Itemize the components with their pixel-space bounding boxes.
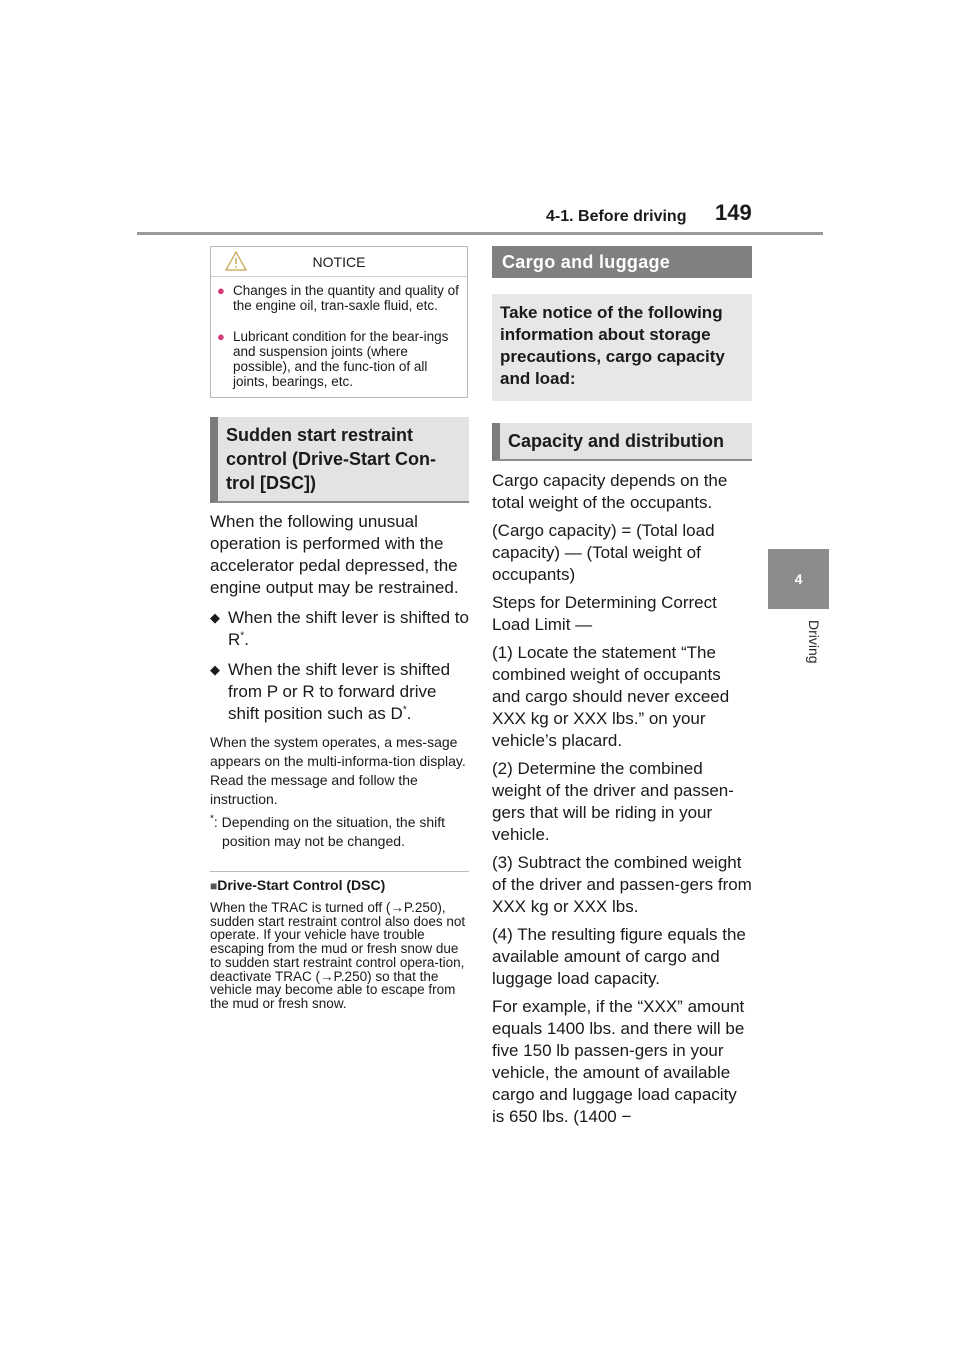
notice-header (211, 247, 467, 277)
notice-item-text: Changes in the quantity and quality of the engine oil, tran-saxle fluid, etc. (233, 283, 459, 313)
chapter-tab: 4 (768, 549, 829, 609)
dsc-subheading-text: Drive-Start Control (DSC) (217, 877, 386, 893)
diamond-bullet-icon: ◆ (210, 662, 220, 677)
list-item-text (228, 607, 469, 651)
footnote-asterisk: * (210, 813, 214, 825)
paragraph: (3) Subtract the combined weight of the driver and passen-gers from XXX kg or XXX lbs. (492, 853, 752, 916)
cargo-title: Cargo and luggage (492, 246, 752, 278)
paragraph: (Cargo capacity) = (Total load capacity) — (Total weight of occupants) (492, 521, 715, 584)
capacity-heading: Capacity and distribution (492, 423, 752, 461)
bullet-text: When the shift lever is shifted from P or R to forward drive shift position such as D (228, 660, 451, 723)
paragraph: Cargo capacity depends on the total weight of the occupants. (492, 471, 728, 512)
paragraph: (4) The resulting figure equals the available amount of cargo and luggage load capacity. (492, 925, 746, 988)
chapter-label: Driving (806, 620, 822, 664)
left-column (210, 246, 469, 1011)
header-divider (137, 232, 823, 235)
dsc-subsection (210, 871, 469, 1011)
cargo-callout: Take notice of the following information about storage precautions, cargo capacity and load: (492, 294, 752, 401)
circle-bullet-icon: ● (217, 329, 225, 344)
list-item-text (228, 659, 469, 725)
list-item (210, 607, 469, 651)
notice-item-text: Lubricant condition for the bear-ings and suspension joints (where possible), and the func-tion of all joints, bearings, etc. (233, 329, 449, 389)
diamond-bullet-icon: ◆ (210, 610, 220, 625)
square-bullet-icon: ■ (210, 879, 218, 893)
list-item (210, 659, 469, 725)
notice-title: NOTICE (312, 253, 366, 270)
dsc-subheading (210, 876, 469, 896)
page-number: 149 (715, 200, 752, 225)
section-heading-dsc: Sudden start restraint control (Drive-Start Con-trol [DSC]) (210, 417, 469, 503)
notice-item (217, 283, 459, 313)
section-title: 4-1. Before driving (546, 208, 687, 225)
warning-triangle-icon (225, 251, 247, 271)
system-note: When the system operates, a mes-sage appears on the multi-informa-tion display. Read the message and follow the instruction. (210, 734, 466, 807)
circle-bullet-icon: ● (217, 283, 225, 298)
dsc-intro: When the following unusual operation is performed with the accelerator pedal depressed, the engine output may be restrained. (210, 512, 459, 597)
paragraph: (1) Locate the statement “The combined weight of occupants and cargo should never exceed XXX kg or XXX lbs.” on your vehicle’s placard. (492, 643, 730, 750)
notice-item (217, 329, 459, 389)
notice-box (210, 246, 468, 398)
asterisk-mark: * (240, 630, 245, 642)
footnote (210, 813, 469, 851)
right-column (492, 246, 752, 1128)
asterisk-mark: * (402, 704, 407, 716)
paragraph: Steps for Determining Correct Load Limit — (492, 593, 717, 634)
paragraph: For example, if the “XXX” amount equals 1400 lbs. and there will be five 150 lb passen-gers in your vehicle, the amount of available cargo and luggage load capacity is 650 lbs. (1400 − (492, 997, 745, 1126)
bullet-text: When the shift lever is shifted to R (228, 608, 469, 649)
bullet-tail: . (244, 630, 249, 649)
bullet-tail: . (406, 704, 412, 723)
paragraph: (2) Determine the combined weight of the driver and passen-gers that will be riding in your vehicle. (492, 759, 734, 844)
dsc-body: When the TRAC is turned off (→P.250), sudden start restraint control also does not operate. If your vehicle have trouble escaping from the mud or fresh snow due to sudden start restraint control opera-tion, deactivate TRAC (→P.250) so that the vehicle may become able to escape from the mud or fresh snow. (210, 900, 466, 1011)
footnote-text: : Depending on the situation, the shift position may not be changed. (213, 814, 446, 849)
